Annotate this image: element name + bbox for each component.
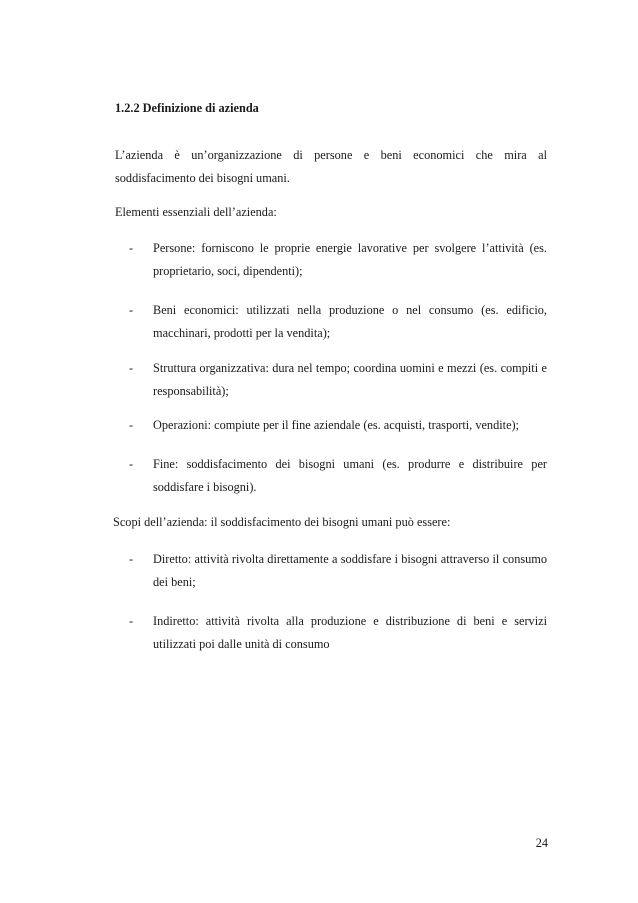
list-item <box>115 357 547 403</box>
list-item-text: Beni economici: utilizzati nella produzione o nel consumo (es. edificio, macchinari, prodotti per la vendita); <box>153 303 547 340</box>
elements-intro: Elementi essenziali dell’azienda: <box>115 205 277 219</box>
list-item-text: Fine: soddisfacimento dei bisogni umani (es. produrre e distribuire per soddisfare i bisogni). <box>153 457 547 494</box>
bullet-dash: - <box>129 552 134 566</box>
list-item-text: Persone: forniscono le proprie energie lavorative per svolgere l’attività (es. proprietario, soci, dipendenti); <box>153 241 547 278</box>
bullet-dash: - <box>129 303 134 317</box>
page-number: 24 <box>535 836 548 850</box>
list-item-text: Diretto: attività rivolta direttamente a soddisfare i bisogni attraverso il consumo dei beni; <box>153 552 547 589</box>
bullet-dash: - <box>129 361 134 375</box>
bullet-dash: - <box>129 457 134 471</box>
list-item <box>115 453 547 499</box>
list-item-text: Operazioni: compiute per il fine aziendale (es. acquisti, trasporti, vendite); <box>153 418 520 432</box>
bullet-dash: - <box>129 418 134 432</box>
list-item-text: Struttura organizzativa: dura nel tempo; coordina uomini e mezzi (es. compiti e responsabilità); <box>153 361 547 398</box>
list-item-text: Indiretto: attività rivolta alla produzione e distribuzione di beni e servizi utilizzati poi dalle unità di consumo <box>153 614 547 651</box>
list-item <box>115 610 547 656</box>
list-item <box>115 237 547 283</box>
bullet-dash: - <box>129 614 134 628</box>
list-item <box>115 299 547 345</box>
list-item <box>115 548 547 594</box>
list-item <box>115 414 547 437</box>
definition-paragraph: L’azienda è un’organizzazione di persone e beni economici che mira al soddisfacimento dei bisogni umani. <box>115 148 547 185</box>
section-heading: 1.2.2 Definizione di azienda <box>115 101 259 115</box>
scopes-intro: Scopi dell’azienda: il soddisfacimento dei bisogni umani può essere: <box>113 515 451 529</box>
bullet-dash: - <box>129 241 134 255</box>
